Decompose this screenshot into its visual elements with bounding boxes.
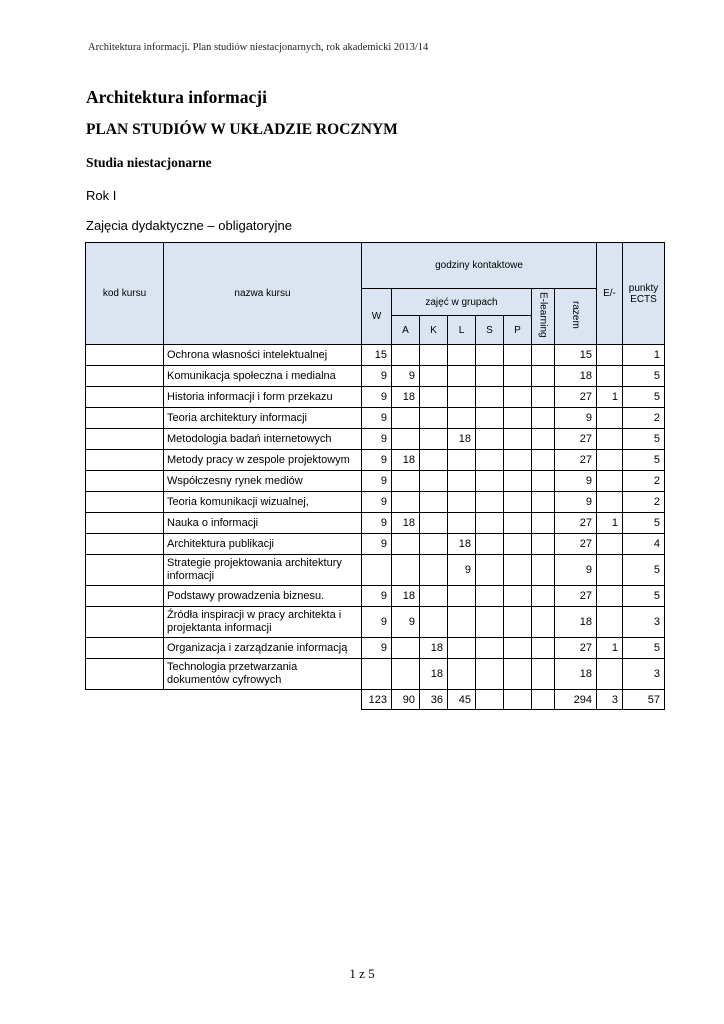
cell-ects: 2 [623, 408, 665, 429]
cell-razem: 9 [555, 471, 597, 492]
cell-l [448, 638, 476, 659]
totals-blank [164, 690, 362, 710]
cell-egzamin: 1 [597, 387, 623, 408]
cell-l [448, 345, 476, 366]
cell-l [448, 492, 476, 513]
cell-kod-kursu [86, 387, 164, 408]
cell-w [362, 555, 392, 586]
cell-elearning [532, 471, 555, 492]
cell-p [504, 513, 532, 534]
cell-nazwa-kursu: Współczesny rynek mediów [164, 471, 362, 492]
cell-egzamin [597, 450, 623, 471]
total-a: 90 [392, 690, 420, 710]
cell-kod-kursu [86, 471, 164, 492]
cell-kod-kursu [86, 534, 164, 555]
cell-kod-kursu [86, 513, 164, 534]
study-plan-table [85, 242, 665, 710]
total-s [476, 690, 504, 710]
table-row [86, 659, 665, 690]
cell-w: 9 [362, 586, 392, 607]
cell-a [392, 408, 420, 429]
cell-s [476, 638, 504, 659]
cell-elearning [532, 586, 555, 607]
table-row [86, 555, 665, 586]
cell-k [420, 471, 448, 492]
cell-razem: 27 [555, 638, 597, 659]
cell-razem: 27 [555, 586, 597, 607]
total-elearning [532, 690, 555, 710]
header-elearning-label: E-learning [537, 292, 549, 338]
cell-kod-kursu [86, 586, 164, 607]
cell-p [504, 586, 532, 607]
cell-kod-kursu [86, 408, 164, 429]
cell-l [448, 408, 476, 429]
cell-p [504, 408, 532, 429]
cell-egzamin [597, 345, 623, 366]
cell-k [420, 366, 448, 387]
cell-nazwa-kursu: Organizacja i zarządzanie informacją [164, 638, 362, 659]
cell-p [504, 555, 532, 586]
cell-nazwa-kursu: Źródła inspiracji w pracy architekta i projektanta informacji [164, 607, 362, 638]
header-godziny-kontaktowe: godziny kontaktowe [362, 243, 597, 289]
cell-s [476, 471, 504, 492]
cell-s [476, 534, 504, 555]
cell-nazwa-kursu: Strategie projektowania architektury informacji [164, 555, 362, 586]
cell-w: 9 [362, 513, 392, 534]
cell-ects: 3 [623, 659, 665, 690]
cell-elearning [532, 659, 555, 690]
cell-s [476, 387, 504, 408]
cell-a [392, 638, 420, 659]
running-header: Architektura informacji. Plan studiów niestacjonarnych, rok akademicki 2013/14 [88, 42, 429, 53]
cell-w: 9 [362, 534, 392, 555]
cell-nazwa-kursu: Teoria komunikacji wizualnej, [164, 492, 362, 513]
section-heading: Zajęcia dydaktyczne – obligatoryjne [86, 218, 292, 233]
header-p: P [504, 316, 532, 345]
cell-s [476, 513, 504, 534]
header-s: S [476, 316, 504, 345]
cell-egzamin [597, 408, 623, 429]
table-row [86, 492, 665, 513]
cell-nazwa-kursu: Komunikacja społeczna i medialna [164, 366, 362, 387]
cell-elearning [532, 607, 555, 638]
cell-l [448, 366, 476, 387]
cell-elearning [532, 555, 555, 586]
header-elearning [532, 289, 555, 345]
table-row [86, 366, 665, 387]
cell-egzamin [597, 471, 623, 492]
table-row [86, 345, 665, 366]
header-ects-label: punkty ECTS [628, 282, 659, 305]
cell-egzamin [597, 429, 623, 450]
cell-s [476, 659, 504, 690]
cell-w: 9 [362, 607, 392, 638]
total-razem: 294 [555, 690, 597, 710]
page-number: 1 z 5 [349, 966, 375, 981]
cell-w: 9 [362, 638, 392, 659]
header-razem-label: razem [570, 301, 581, 329]
cell-k [420, 345, 448, 366]
cell-l [448, 659, 476, 690]
cell-nazwa-kursu: Podstawy prowadzenia biznesu. [164, 586, 362, 607]
cell-nazwa-kursu: Technologia przetwarzania dokumentów cyfrowych [164, 659, 362, 690]
cell-k [420, 387, 448, 408]
cell-l [448, 586, 476, 607]
cell-l [448, 387, 476, 408]
cell-w: 9 [362, 471, 392, 492]
cell-kod-kursu [86, 492, 164, 513]
cell-k: 18 [420, 638, 448, 659]
cell-s [476, 408, 504, 429]
cell-razem: 15 [555, 345, 597, 366]
plan-subtitle: PLAN STUDIÓW W UKŁADZIE ROCZNYM [86, 121, 398, 138]
cell-ects: 2 [623, 471, 665, 492]
cell-ects: 5 [623, 513, 665, 534]
cell-a: 18 [392, 450, 420, 471]
cell-p [504, 492, 532, 513]
cell-a: 9 [392, 607, 420, 638]
header-egzamin: E/- [597, 243, 623, 345]
cell-elearning [532, 492, 555, 513]
cell-p [504, 534, 532, 555]
cell-elearning [532, 366, 555, 387]
cell-k [420, 555, 448, 586]
cell-egzamin [597, 492, 623, 513]
cell-nazwa-kursu: Metody pracy w zespole projektowym [164, 450, 362, 471]
table-row [86, 513, 665, 534]
cell-w: 9 [362, 429, 392, 450]
cell-razem: 9 [555, 408, 597, 429]
header-l: L [448, 316, 476, 345]
total-p [504, 690, 532, 710]
cell-w: 9 [362, 387, 392, 408]
total-k: 36 [420, 690, 448, 710]
cell-nazwa-kursu: Ochrona własności intelektualnej [164, 345, 362, 366]
cell-razem: 9 [555, 555, 597, 586]
cell-s [476, 450, 504, 471]
cell-egzamin [597, 366, 623, 387]
cell-ects: 5 [623, 586, 665, 607]
cell-p [504, 387, 532, 408]
cell-ects: 1 [623, 345, 665, 366]
cell-a [392, 492, 420, 513]
cell-nazwa-kursu: Teoria architektury informacji [164, 408, 362, 429]
cell-l [448, 471, 476, 492]
cell-elearning [532, 513, 555, 534]
cell-kod-kursu [86, 607, 164, 638]
cell-kod-kursu [86, 638, 164, 659]
cell-razem: 27 [555, 450, 597, 471]
cell-razem: 27 [555, 534, 597, 555]
cell-k [420, 492, 448, 513]
course-rows [86, 345, 665, 690]
cell-nazwa-kursu: Architektura publikacji [164, 534, 362, 555]
cell-a: 18 [392, 513, 420, 534]
cell-k [420, 408, 448, 429]
cell-egzamin [597, 659, 623, 690]
cell-kod-kursu [86, 345, 164, 366]
total-ects: 57 [623, 690, 665, 710]
total-w: 123 [362, 690, 392, 710]
cell-ects: 5 [623, 638, 665, 659]
cell-razem: 27 [555, 429, 597, 450]
cell-p [504, 471, 532, 492]
cell-p [504, 345, 532, 366]
totals-blank [86, 690, 164, 710]
cell-l [448, 513, 476, 534]
cell-p [504, 659, 532, 690]
cell-p [504, 607, 532, 638]
cell-razem: 9 [555, 492, 597, 513]
table-row [86, 429, 665, 450]
cell-s [476, 345, 504, 366]
table-row [86, 638, 665, 659]
cell-a: 18 [392, 387, 420, 408]
cell-w: 9 [362, 366, 392, 387]
cell-w: 9 [362, 450, 392, 471]
cell-s [476, 607, 504, 638]
cell-s [476, 555, 504, 586]
cell-ects: 5 [623, 429, 665, 450]
header-w: W [362, 289, 392, 345]
cell-a [392, 534, 420, 555]
cell-k [420, 534, 448, 555]
study-mode-heading: Studia niestacjonarne [86, 155, 212, 170]
cell-a [392, 555, 420, 586]
table-row [86, 450, 665, 471]
cell-w: 9 [362, 492, 392, 513]
cell-w: 9 [362, 408, 392, 429]
cell-s [476, 586, 504, 607]
cell-elearning [532, 534, 555, 555]
cell-elearning [532, 408, 555, 429]
cell-egzamin [597, 534, 623, 555]
cell-l [448, 450, 476, 471]
cell-s [476, 366, 504, 387]
cell-k [420, 513, 448, 534]
cell-nazwa-kursu: Nauka o informacji [164, 513, 362, 534]
cell-a: 18 [392, 586, 420, 607]
table-row [86, 586, 665, 607]
cell-p [504, 450, 532, 471]
cell-kod-kursu [86, 366, 164, 387]
cell-razem: 18 [555, 659, 597, 690]
cell-egzamin: 1 [597, 513, 623, 534]
cell-k [420, 429, 448, 450]
header-a: A [392, 316, 420, 345]
cell-kod-kursu [86, 429, 164, 450]
total-egzamin: 3 [597, 690, 623, 710]
cell-k: 18 [420, 659, 448, 690]
table-row [86, 534, 665, 555]
cell-l [448, 607, 476, 638]
cell-p [504, 429, 532, 450]
cell-l: 18 [448, 429, 476, 450]
totals-row [86, 690, 665, 710]
cell-razem: 27 [555, 513, 597, 534]
cell-a [392, 659, 420, 690]
cell-a [392, 471, 420, 492]
cell-ects: 3 [623, 607, 665, 638]
table-row [86, 471, 665, 492]
cell-ects: 2 [623, 492, 665, 513]
cell-p [504, 638, 532, 659]
cell-elearning [532, 638, 555, 659]
cell-elearning [532, 387, 555, 408]
cell-w: 15 [362, 345, 392, 366]
cell-elearning [532, 429, 555, 450]
cell-nazwa-kursu: Historia informacji i form przekazu [164, 387, 362, 408]
header-nazwa-kursu: nazwa kursu [164, 243, 362, 345]
header-zajecia-w-grupach: zajęć w grupach [392, 289, 532, 316]
cell-ects: 5 [623, 387, 665, 408]
cell-s [476, 429, 504, 450]
cell-razem: 27 [555, 387, 597, 408]
table-row [86, 387, 665, 408]
cell-a: 9 [392, 366, 420, 387]
header-razem [555, 289, 597, 345]
cell-razem: 18 [555, 607, 597, 638]
total-l: 45 [448, 690, 476, 710]
cell-kod-kursu [86, 555, 164, 586]
header-ects [623, 243, 665, 345]
cell-l: 9 [448, 555, 476, 586]
cell-egzamin [597, 586, 623, 607]
cell-w [362, 659, 392, 690]
cell-nazwa-kursu: Metodologia badań internetowych [164, 429, 362, 450]
cell-l: 18 [448, 534, 476, 555]
cell-razem: 18 [555, 366, 597, 387]
cell-egzamin [597, 607, 623, 638]
cell-k [420, 607, 448, 638]
cell-k [420, 450, 448, 471]
cell-p [504, 366, 532, 387]
cell-ects: 5 [623, 450, 665, 471]
cell-elearning [532, 450, 555, 471]
cell-kod-kursu [86, 450, 164, 471]
cell-s [476, 492, 504, 513]
cell-ects: 5 [623, 555, 665, 586]
table-row [86, 408, 665, 429]
table-row [86, 607, 665, 638]
year-heading: Rok I [86, 188, 117, 203]
header-kod-kursu: kod kursu [86, 243, 164, 345]
cell-elearning [532, 345, 555, 366]
cell-kod-kursu [86, 659, 164, 690]
cell-a [392, 429, 420, 450]
cell-ects: 4 [623, 534, 665, 555]
cell-a [392, 345, 420, 366]
cell-ects: 5 [623, 366, 665, 387]
cell-k [420, 586, 448, 607]
cell-egzamin [597, 555, 623, 586]
cell-egzamin: 1 [597, 638, 623, 659]
document-title: Architektura informacji [86, 87, 267, 107]
header-k: K [420, 316, 448, 345]
